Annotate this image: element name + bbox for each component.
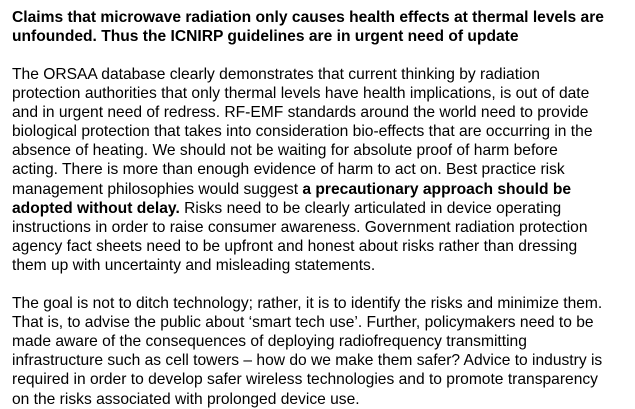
paragraph-precaution-text-after: Risks need to be clearly articulated in device operating instructions in order to raise consumer awareness. Government radiation protection agency fact sheets need to be upfront and honest about risks rather than dressing them up with uncertainty and misleading statements. [12, 199, 588, 274]
document-page [12, 8, 630, 409]
paragraph-precaution [12, 65, 630, 275]
document-heading: Claims that microwave radiation only causes health effects at thermal levels are unfounded. Thus the ICNIRP guidelines are in urgent need of update [12, 9, 604, 45]
paragraph-precaution-text-before: The ORSAA database clearly demonstrates that current thinking by radiation protection authorities that only thermal levels have health implications, is out of date and in urgent need of redress. RF-EMF standards around the world need to provide biological protection that takes into consideration bio-effects that are occurring in the absence of heating. We should not be waiting for absolute proof of harm before acting. There is more than enough evidence of harm to act on. Best practice risk management philosophies would suggest [12, 66, 593, 198]
paragraph-technology-goal: The goal is not to ditch technology; rather, it is to identify the risks and minimize them. That is, to advise the public about ‘smart tech use’. Further, policymakers need to be made aware of the consequences of deploying radiofrequency transmitting infrastructure such as cell towers – how do we make them safer? Advice to industry is required in order to develop safer wireless technologies and to promote transparency on the risks associated with prolonged device use. [12, 295, 603, 408]
paragraph-precaution-bold-statement: a precautionary approach should be adopted without delay. [12, 180, 572, 217]
